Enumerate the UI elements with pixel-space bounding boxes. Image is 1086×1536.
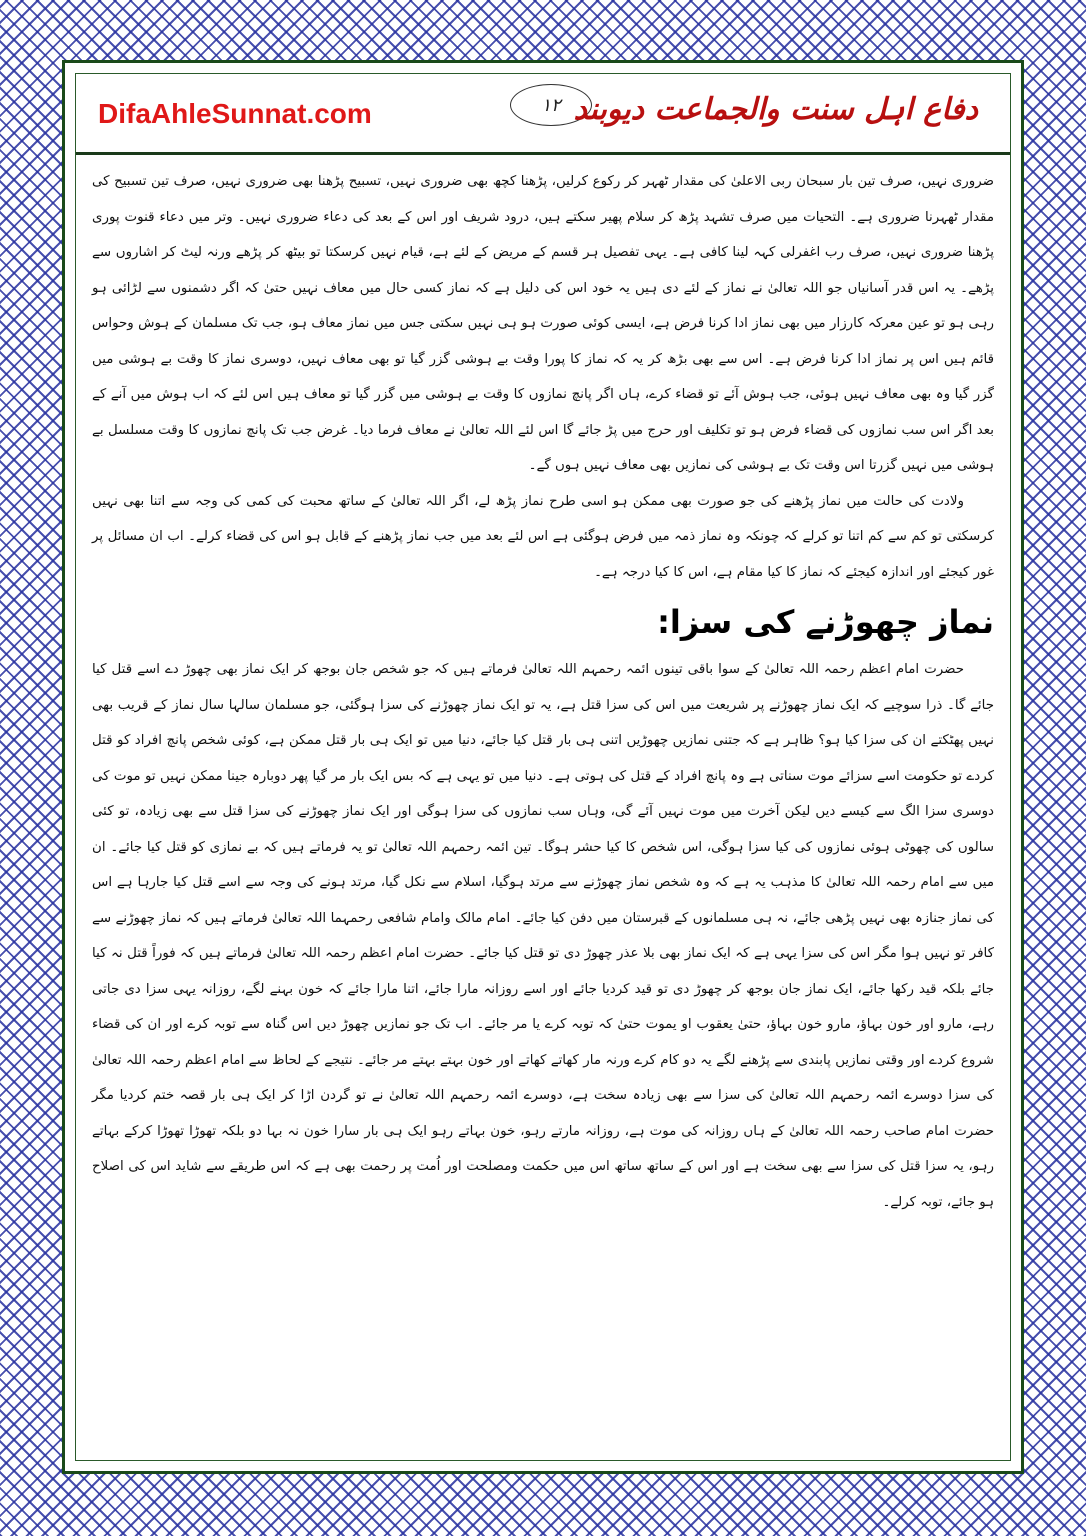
paragraph-1: ضروری نہیں، صرف تین بار سبحان ربی الاعلیٰ کی مقدار ٹھہر کر رکوع کرلیں، پڑھنا کچھ بھی ضروری نہیں، تسبیح پڑھنا بھی ضروری نہیں، صرف تین تسبیح کی مقدار ٹھہرنا ضروری ہے۔ التحیات میں صرف تشہد پڑھ کر سلام پھیر سکتے ہیں، درود شریف اور اس کے بعد کی دعاء ضروری نہیں۔ وتر میں دعاء قنوت پوری پڑھنا ضروری نہیں، صرف رب اغفرلی کہہ لینا کافی ہے۔ یہی تفصیل ہر قسم کے مریض کے لئے ہے، قیام نہیں کرسکتا تو بیٹھ کر پڑھے ورنہ لیٹ کر اشاروں سے پڑھے۔ یہ اس قدر آسانیاں جو اللہ تعالیٰ نے نماز کے لئے دی ہیں یہ خود اس کی دلیل ہے کہ نماز کسی حال میں معاف نہیں حتیٰ کہ اگر دشمنوں سے لڑائی ہو رہی ہو تو عین معرکہ کارزار میں بھی نماز ادا کرنا فرض ہے، ایسی کوئی صورت ہو ہی نہیں سکتی جس میں نماز معاف ہو، جب تک مسلمان کے ہوش وحواس قائم ہیں اس پر نماز ادا کرنا فرض ہے۔ اس سے بھی بڑھ کر یہ کہ نماز کا پورا وقت بے ہوشی گزر گیا تو بھی معاف نہیں، دوسری نماز کا وقت بے ہوشی میں گزر گیا وہ بھی معاف نہیں ہوئی، جب ہوش آئے تو قضاء کرے، ہاں اگر پانچ نمازوں کا وقت بے ہوشی میں گزر گیا تو معاف ہیں اس لئے کہ اب ہوش میں آنے کے بعد اگر اس سب نمازوں کی قضاء فرض ہو تو تکلیف اور حرج میں پڑ جائے گا اس لئے اللہ تعالیٰ نے معاف فرما دیا۔ غرض جب تک پانچ نمازوں کا وقت مسلسل بے ہوشی میں نہیں گزرتا اس وقت تک بے ہوشی کی نمازیں بھی معاف نہیں ہوں گے۔ (92, 174, 994, 473)
page-frame (62, 60, 1024, 1474)
site-name[interactable]: DifaAhleSunnat.com (98, 98, 372, 129)
book-title: دفاع اہل سنت والجماعت دیوبند (573, 92, 978, 127)
section-heading: نماز چھوڑنے کی سزا: (657, 603, 994, 641)
inner-frame (75, 73, 1011, 1461)
page-number: ۱۲ (510, 84, 592, 126)
page-body (92, 164, 994, 1444)
paragraph-2: ولادت کی حالت میں نماز پڑھنے کی جو صورت بھی ممکن ہو اسی طرح نماز پڑھ لے، اگر اللہ تعالیٰ کے ساتھ محبت کی کمی کی وجہ سے اتنا بھی نہیں کرسکتی تو کم سے کم اتنا تو کرلے کہ چونکہ وہ نماز ذمہ میں فرض ہوگئی ہے اس لئے بعد میں جب نماز پڑھنے کے قابل ہو اس کی قضاء کرلے۔ اب ان مسائل پر غور کیجئے اور اندازہ کیجئے کہ نماز کا کیا مقام ہے، اس کا کیا درجہ ہے۔ (92, 493, 994, 580)
paragraph-3: حضرت امام اعظم رحمہ اللہ تعالیٰ کے سوا باقی تینوں ائمہ رحمہم اللہ تعالیٰ فرماتے ہیں کہ جو شخص جان بوجھ کر ایک نماز بھی چھوڑ دے اسے قتل کیا جائے گا۔ ذرا سوچیے کہ ایک نماز چھوڑنے پر شریعت میں اس کی سزا قتل ہے، یہ تو ایک نماز چھوڑنے کی سزا ہوگئی، جو مسلمان سالہا سال نماز کے قریب بھی نہیں پھٹکتے ان کی سزا کیا ہو؟ ظاہر ہے کہ جتنی نمازیں چھوڑیں اتنی ہی بار قتل کیا جائے، دنیا میں تو ایک ہی بار قتل ممکن ہے، کوئی شخص پانچ افراد کو قتل کردے تو حکومت اسے سزائے موت سناتی ہے وہ پانچ افراد کے قتل کی ہوتی ہے۔ دنیا میں تو یہی ہے کہ بس ایک بار مر گیا پھر دوبارہ جینا ممکن نہیں تو موت کی دوسری سزا الگ سے کیسے دیں لیکن آخرت میں موت نہیں آئے گی، وہاں سب نمازوں کی سزا ہوگی اور ایک نماز چھوڑنے کی سزا قتل سے بھی زیادہ، تو کئی سالوں کی چھوٹی ہوئی نمازوں کی کیا سزا ہوگی، اس شخص کا کیا حشر ہوگا۔ تین ائمہ رحمہم اللہ تعالیٰ تو یہ فرماتے ہیں کہ بے نمازی کو قتل کیا جائے۔ ان میں سے امام رحمہ اللہ تعالیٰ کا مذہب یہ ہے کہ وہ شخص نماز چھوڑنے سے مرتد ہوگیا، اسلام سے نکل گیا، مرتد ہونے کی وجہ سے اسے قتل کیا جارہا ہے اس کی نماز جنازہ بھی نہیں پڑھی جائے، نہ ہی مسلمانوں کے قبرستان میں دفن کیا جائے۔ امام مالک وامام شافعی رحمہما اللہ تعالیٰ فرماتے ہیں کہ نماز چھوڑنے سے کافر تو نہیں ہوا مگر اس کی سزا یہی ہے کہ ایک نماز بھی بلا عذر چھوڑ دی تو قتل کیا جائے۔ حضرت امام اعظم رحمہ اللہ تعالیٰ فرماتے ہیں کہ فوراً قتل نہ کیا جائے بلکہ قید رکھا جائے، ایک نماز جان بوجھ کر چھوڑ دی تو قید کردیا جائے اور اسے روزانہ مارا جائے، اتنا مارا جائے کہ خون بہنے لگے، روزانہ یہی سزا دی جاتی رہے، مارو اور خون بہاؤ، مارو خون بہاؤ، حتیٰ یعقوب او یموت حتیٰ کہ توبہ کرے یا مر جائے۔ اب تک جو نمازیں چھوڑ دیں اس گناہ سے توبہ کرے اور ان کی قضاء شروع کردے اور وقتی نمازیں پابندی سے پڑھنے لگے یہ دو کام کرے ورنہ مار کھاتے کھاتے اور خون بہتے بہتے مر جائے۔ نتیجے کے لحاظ سے امام اعظم رحمہ اللہ تعالیٰ کی سزا دوسرے ائمہ رحمہم اللہ تعالیٰ کی سزا سے بھی زیادہ سخت ہے، دوسرے ائمہ رحمہم اللہ تعالیٰ نے تو گردن اڑا کر ایک ہی بار قصہ ختم کردیا مگر حضرت امام صاحب رحمہ اللہ تعالیٰ کے ہاں روزانہ کی موت ہے، روزانہ مارتے رہو، خون بہاتے رہو ایک ہی بار سارا خون نہ بہا دو بلکہ تھوڑا تھوڑا کرکے بہاتے رہو، یہ سزا قتل کی سزا سے بھی سخت ہے اور اس کے ساتھ ساتھ اس میں حکمت ومصلحت اور اُمت پر رحمت بھی ہے کہ اس طریقے سے شاید اس کی اصلاح ہو جائے، توبہ کرلے۔ (92, 662, 994, 1210)
page-header (76, 74, 1010, 155)
